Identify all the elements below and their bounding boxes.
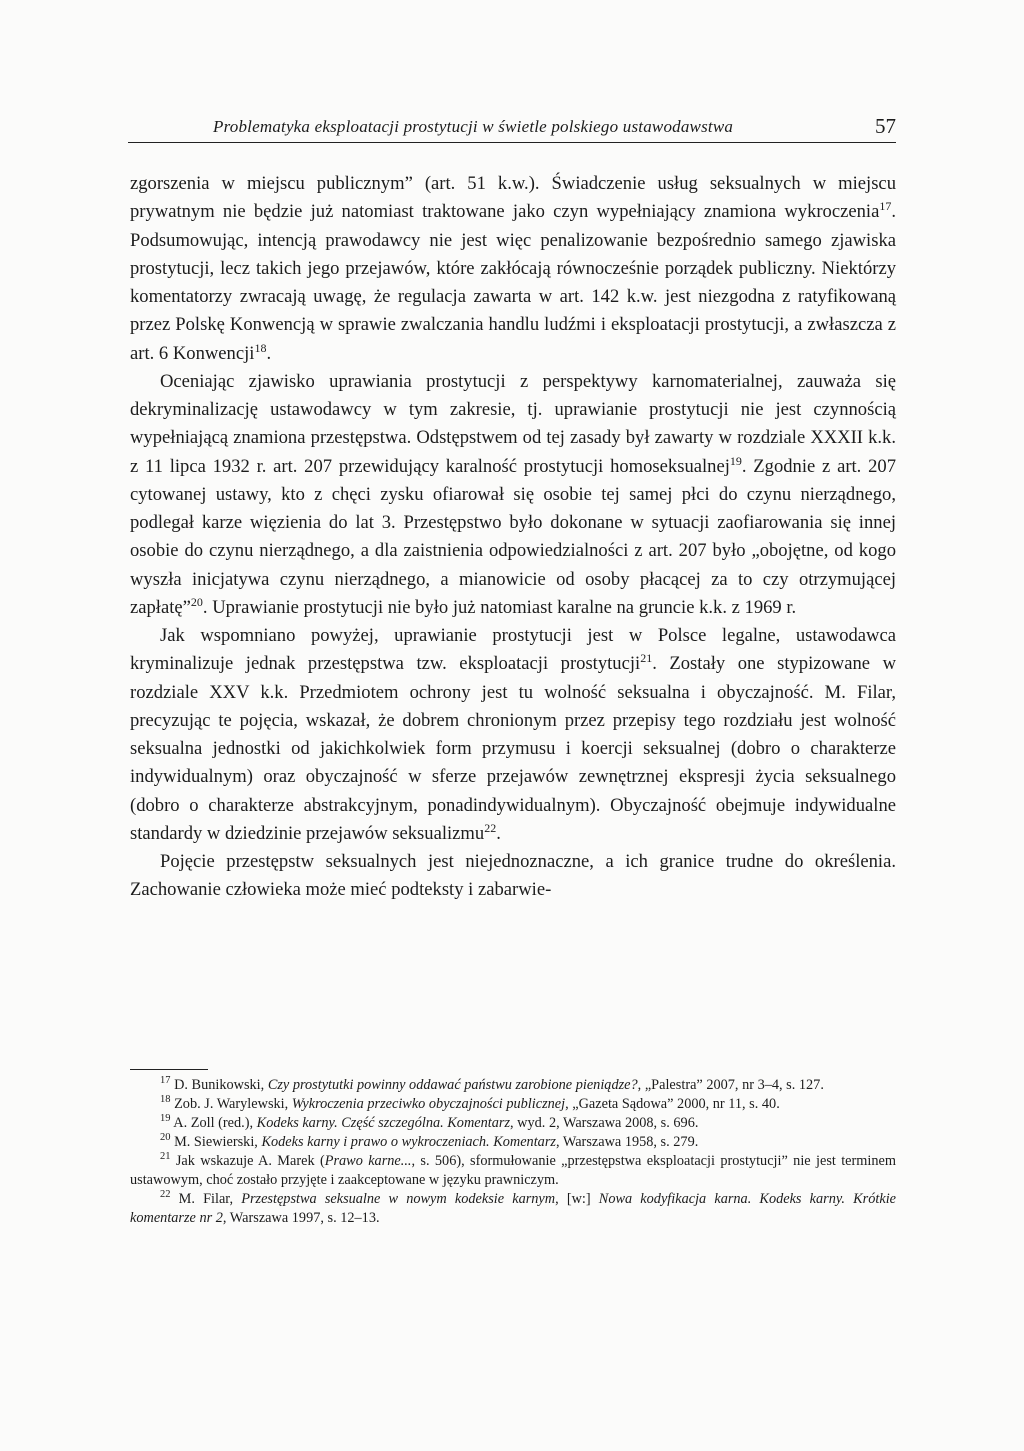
footnote-ref-17: 17 — [879, 199, 892, 214]
footnote-title: Kodeks karny. Część szczególna. Komentarz — [256, 1115, 511, 1131]
paragraph-text: Jak wspomniano powyżej, uprawianie prostytucji jest w Polsce legalne, ustawodawca kryminalizuje jednak przestępstwa tzw. eksploatacji prostytucji — [130, 625, 896, 675]
footnote-text: D. Bunikowski, — [170, 1077, 268, 1093]
footnote-text: , Warszawa 1997, s. 12–13. — [222, 1210, 380, 1226]
paragraph-text: Oceniając zjawisko uprawiania prostytucji z perspektywy karnomaterialnej, zauważa się dekryminalizację ustawodawcy w tym zakresie, tj. uprawianie prostytucji nie jest czynnością wypełniającą znamiona przestępstwa. Odstępstwem od tej zasady był zawarty w rozdziale XXXII k.k. z 11 lipca 1932 r. art. 207 przewidujący karalność prostytucji homoseksualnej — [130, 370, 896, 477]
footnote-title: Przestępstwa seksualne w nowym kodeksie karnym — [241, 1191, 556, 1207]
page-header — [128, 112, 896, 143]
footnote-text: , wyd. 2, Warszawa 2008, s. 696. — [510, 1115, 699, 1131]
paragraph-text: zgorszenia w miejscu publicznym” (art. 51 k.w.). Świadczenie usług seksualnych w miejscu prywatnym nie będzie już natomiast traktowane jako czyn wypełniający znamiona wykroczenia — [130, 173, 896, 223]
running-title: Problematyka eksploatacji prostytucji w świetle polskiego ustawodawstwa — [213, 117, 734, 136]
footnote-text: , „Palestra” 2007, nr 3–4, s. 127. — [637, 1077, 824, 1093]
footnote-19 — [130, 1114, 896, 1133]
page-number: 57 — [875, 114, 896, 138]
footnote-text: A. Zoll (red.), — [170, 1115, 257, 1131]
paragraph-text: . Uprawianie prostytucji nie było już natomiast karalne na gruncie k.k. z 1969 r. — [202, 596, 797, 618]
footnote-text: , „Gazeta Sądowa” 2000, nr 11, s. 40. — [565, 1096, 780, 1112]
footnote-18 — [130, 1095, 896, 1114]
paragraph-text: . Zgodnie z art. 207 cytowanej ustawy, kto z chęci zysku ofiarował się osobie tej samej płci do czynu nierządnego, podlegał karze więzienia do lat 3. Przestępstwo było dokonane w sytuacji zaofiarowania się innej osobie do czynu nierządnego, a dla zaistnienia odpowiedzialności z art. 207 było „obojętne, od kogo wyszła inicjatywa czynu nierządnego, a mianowicie od osoby płacącej za to czy otrzymującej zapłatę” — [130, 455, 896, 618]
paragraph-1 — [130, 170, 896, 368]
footnote-21 — [130, 1152, 896, 1190]
footnote-number: 19 — [160, 1113, 171, 1125]
footnote-title: Prawo karne... — [324, 1153, 412, 1169]
footnote-title: Nowa kodyfikacja karna. Kodeks karny. Krótkie komentarze nr 2 — [130, 1191, 897, 1226]
footnote-number: 20 — [160, 1132, 171, 1144]
footnote-17 — [130, 1076, 896, 1095]
footnote-ref-20: 20 — [190, 594, 203, 609]
footnote-22 — [130, 1190, 896, 1228]
paragraph-text: . — [496, 822, 501, 844]
paragraph-text: . Podsumowując, intencją prawodawcy nie jest więc penalizowanie bezpośrednio samego zjawiska prostytucji, lecz takich jego przejawów, które zakłócają równocześnie porządek publiczny. Niektórzy komentatorzy zwracają uwagę, że regulacja zawarta w art. 142 k.w. jest niezgodna z ratyfikowaną przez Polskę Konwencją w sprawie zwalczania handlu ludźmi i eksploatacji prostytucji, a zwłaszcza z art. 6 Konwencji — [130, 201, 896, 364]
footnote-number: 17 — [160, 1075, 171, 1087]
footnote-title: Wykroczenia przeciwko obyczajności publicznej — [291, 1096, 566, 1112]
paragraph-text: Pojęcie przestępstw seksualnych jest niejednoznaczne, a ich granice trudne do określenia. Zachowanie człowieka może mieć podteksty i zabarwie- — [130, 851, 896, 901]
footnote-number: 18 — [160, 1094, 171, 1106]
footnote-text: , s. 506), sformułowanie „przestępstwa eksploatacji prostytucji” nie jest terminem ustawowym, choć zostało przyjęte i zaakceptowane w języku prawniczym. — [130, 1153, 896, 1188]
footnote-ref-18: 18 — [254, 340, 267, 355]
footnote-title: Kodeks karny i prawo o wykroczeniach. Komentarz — [261, 1134, 556, 1150]
footnote-text: , [w:] — [555, 1191, 599, 1207]
main-text — [130, 170, 896, 905]
footnote-text: Zob. J. Warylewski, — [170, 1096, 292, 1112]
footnote-number: 22 — [160, 1189, 171, 1201]
footnote-ref-22: 22 — [484, 820, 497, 835]
footnote-text: M. Filar, — [170, 1191, 242, 1207]
footnote-20 — [130, 1133, 896, 1152]
footnote-number: 21 — [160, 1151, 171, 1163]
paragraph-text: . Zostały one stypizowane w rozdziale XXV k.k. Przedmiotem ochrony jest tu wolność seksualna i obyczajność. M. Filar, precyzując te pojęcia, wskazał, że dobrem chronionym przez przepisy tego rozdziału jest wolność seksualna jednostki od jakichkolwiek form przymusu i koercji seksualnej (dobro o charakterze indywidualnym) oraz obyczajność w sferze przejawów zewnętrznej ekspresji życia seksualnego (dobro o charakterze abstrakcyjnym, ponadindywidualnym). Obyczajność obejmuje indywidualne standardy w dziedzinie przejawów seksualizmu — [130, 653, 897, 844]
paragraph-2 — [130, 368, 896, 622]
footnote-text: M. Siewierski, — [170, 1134, 262, 1150]
footnote-separator — [130, 1069, 208, 1070]
footnotes — [130, 1076, 896, 1228]
footnote-text: , Warszawa 1958, s. 279. — [555, 1134, 699, 1150]
footnote-ref-21: 21 — [640, 651, 653, 666]
footnote-text: Jak wskazuje A. Marek ( — [170, 1153, 325, 1169]
paragraph-3 — [130, 622, 896, 848]
footnote-ref-19: 19 — [729, 453, 742, 468]
footnote-title: Czy prostytutki powinny oddawać państwu zarobione pieniądze? — [267, 1077, 638, 1093]
paragraph-text: . — [266, 342, 272, 364]
paragraph-4 — [130, 848, 896, 905]
